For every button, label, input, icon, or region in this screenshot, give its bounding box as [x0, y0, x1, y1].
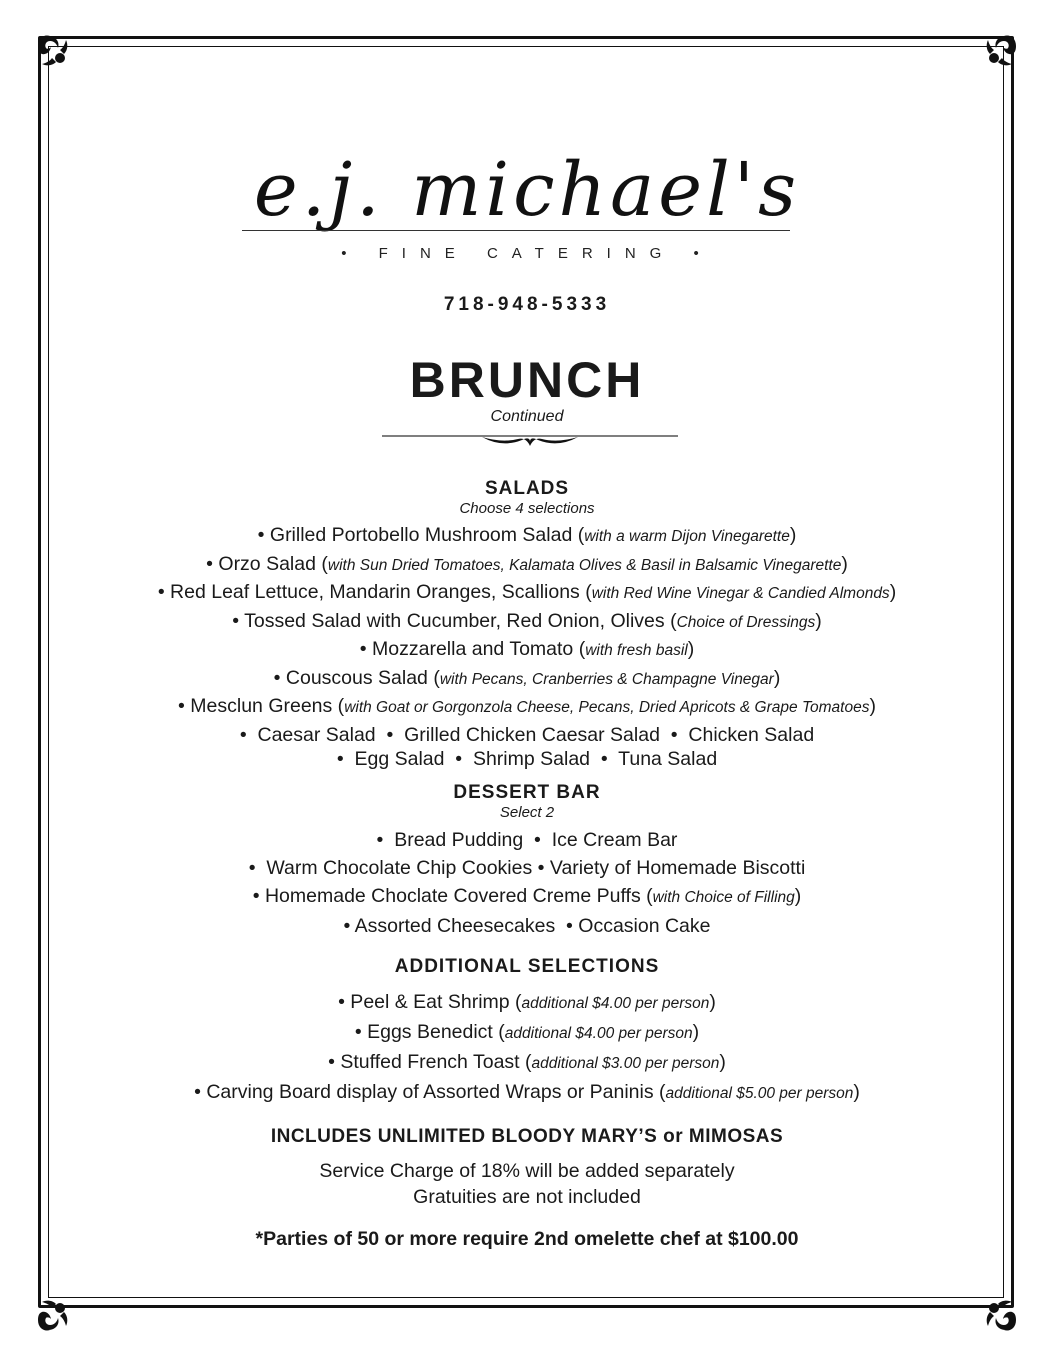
page-title: BRUNCH [409, 352, 645, 408]
menu-item: • Peel & Eat Shrimp (additional $4.00 per person) [338, 991, 716, 1013]
menu-item: • Carving Board display of Assorted Wraps or Paninis (additional $5.00 per person) [194, 1081, 860, 1103]
gratuities-note: Gratuities are not included [413, 1186, 641, 1208]
menu-item: • Couscous Salad (with Pecans, Cranberries & Champagne Vinegar) [273, 666, 781, 689]
corner-ornament-icon [30, 28, 90, 88]
menu-item: • Tossed Salad with Cucumber, Red Onion, Olives (Choice of Dressings) [232, 609, 822, 632]
dessert-section [60, 782, 994, 940]
phone-number: 718-948-5333 [443, 294, 611, 315]
flourish-divider-icon [382, 434, 678, 448]
menu-item: • Stuffed French Toast (additional $3.00 per person) [328, 1051, 726, 1073]
corner-ornament-icon [30, 1278, 90, 1338]
company-logo [0, 140, 1054, 290]
section-heading: DESSERT BAR [453, 782, 601, 803]
includes-note: INCLUDES UNLIMITED BLOODY MARY’S or MIMOSAS [270, 1126, 784, 1147]
menu-item: • Eggs Benedict (additional $4.00 per person) [354, 1021, 700, 1043]
menu-item: • Mozzarella and Tomato (with fresh basil) [359, 638, 695, 660]
menu-item: • Orzo Salad (with Sun Dried Tomatoes, Kalamata Olives & Basil in Balsamic Vinegarette) [206, 552, 848, 575]
corner-ornament-icon [964, 28, 1024, 88]
logo-underline [242, 230, 790, 231]
menu-item: • Mesclun Greens (with Goat or Gorgonzola Cheese, Pecans, Dried Apricots & Grape Tomatoes) [178, 695, 876, 717]
logo-tagline: • FINE CATERING • [341, 245, 713, 262]
page-subtitle: Continued [490, 408, 564, 425]
additional-section [60, 956, 994, 1108]
menu-item: • Homemade Choclate Covered Creme Puffs (with Choice of Filling) [252, 885, 802, 907]
salads-section [60, 478, 994, 770]
menu-item: • Egg Salad • Shrimp Salad • Tuna Salad [336, 748, 718, 770]
menu-item: • Bread Pudding • Ice Cream Bar [376, 829, 678, 851]
section-note: Select 2 [499, 804, 555, 821]
section-note: Choose 4 selections [459, 500, 595, 517]
menu-item: • Assorted Cheesecakes • Occasion Cake [343, 915, 711, 937]
section-heading: SALADS [484, 478, 570, 499]
menu-item: • Caesar Salad • Grilled Chicken Caesar Salad • Chicken Salad [239, 723, 815, 746]
footer-section [60, 1124, 994, 1252]
service-charge-note: Service Charge of 18% will be added separately [319, 1160, 735, 1182]
section-heading: ADDITIONAL SELECTIONS [394, 956, 660, 977]
logo-wordmark: e.j. michael's [253, 147, 801, 233]
menu-item: • Red Leaf Lettuce, Mandarin Oranges, Scallions (with Red Wine Vinegar & Candied Almonds) [157, 581, 897, 603]
omelette-chef-note: *Parties of 50 or more require 2nd omelette chef at $100.00 [255, 1228, 799, 1250]
menu-item: • Warm Chocolate Chip Cookies • Variety of Homemade Biscotti [248, 857, 806, 879]
corner-ornament-icon [964, 1278, 1024, 1338]
menu-item: • Grilled Portobello Mushroom Salad (with a warm Dijon Vinegarette) [257, 524, 797, 546]
